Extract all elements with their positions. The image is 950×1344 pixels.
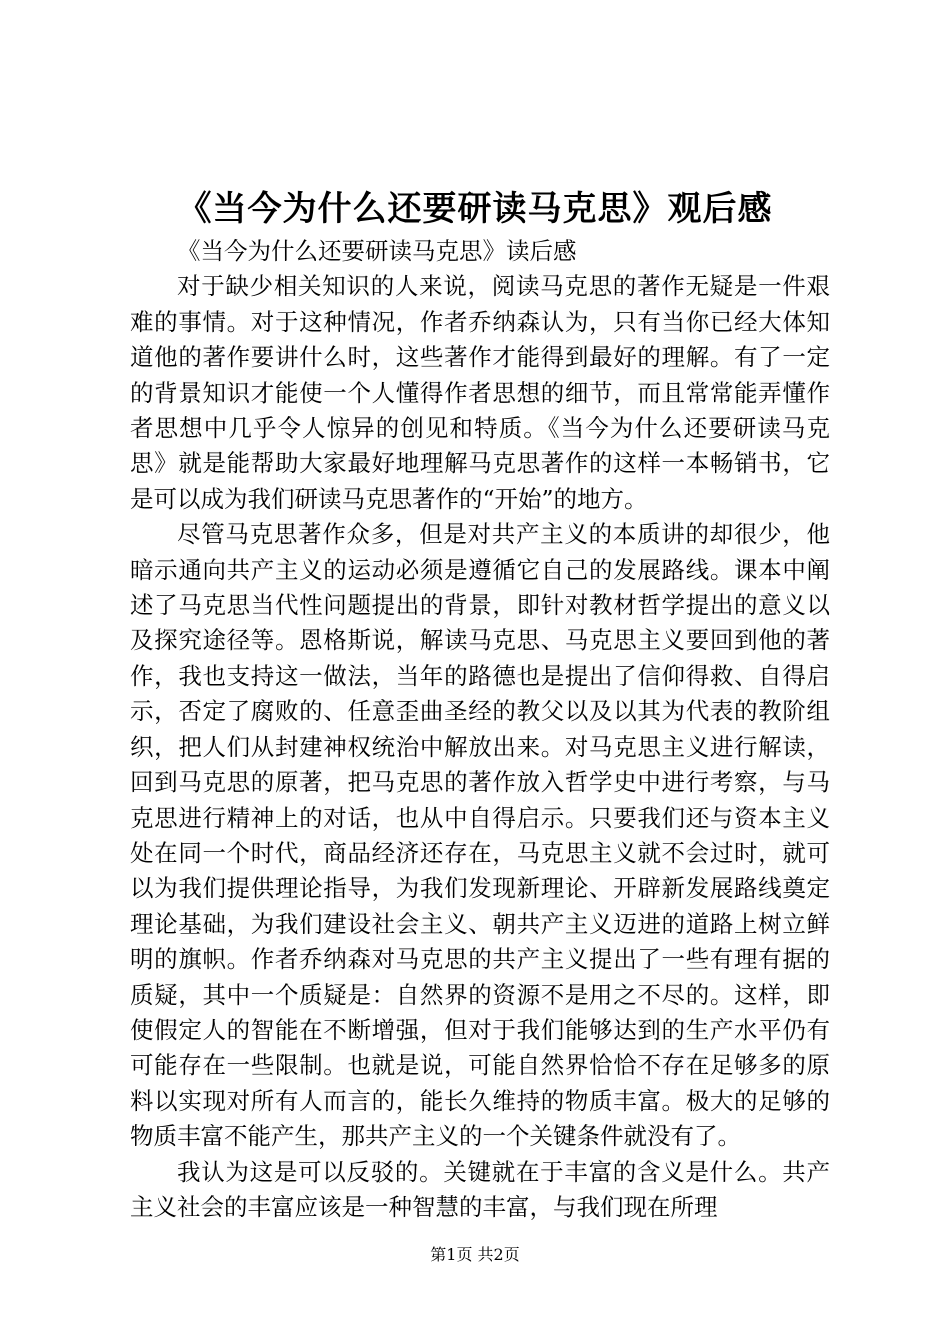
document-body: [130, 234, 830, 1225]
page-number-footer: 第1页 共2页: [430, 1245, 520, 1264]
paragraph-3: 我认为这是可以反驳的。关键就在于丰富的含义是什么。共产主义社会的丰富应该是一种智慧的丰富，与我们现在所理: [130, 1157, 830, 1221]
paragraph-2: 尽管马克思著作众多，但是对共产主义的本质讲的却很少，他暗示通向共产主义的运动必须是遵循它自己的发展路线。课本中阐述了马克思当代性问题提出的背景，即针对教材哲学提出的意义以及探究途径等。恩格斯说，解读马克思、马克思主义要回到他的著作，我也支持这一做法，当年的路德也是提出了信仰得救、自得启示，否定了腐败的、任意歪曲圣经的教父以及以其为代表的教阶组织，把人们从封建神权统治中解放出来。对马克思主义进行解读，回到马克思的原著，把马克思的著作放入哲学史中进行考察，与马克思进行精神上的对话，也从中自得启示。只要我们还与资本主义处在同一个时代，商品经济还存在，马克思主义就不会过时，就可以为我们提供理论指导，为我们发现新理论、开辟新发展路线奠定理论基础，为我们建设社会主义、朝共产主义迈进的道路上树立鲜明的旗帜。作者乔纳森对马克思的共产主义提出了一些有理有据的质疑，其中一个质疑是：自然界的资源不是用之不尽的。这样，即使假定人的智能在不断增强，但对于我们能够达到的生产水平仍有可能存在一些限制。也就是说，可能自然界恰恰不存在足够多的原料以实现对所有人而言的，能长久维持的物质丰富。极大的足够的物质丰富不能产生，那共产主义的一个关键条件就没有了。: [130, 520, 830, 1151]
document-subtitle: 《当今为什么还要研读马克思》读后感: [177, 237, 577, 265]
document-title: 《当今为什么还要研读马克思》观后感: [177, 189, 773, 229]
paragraph-1: 对于缺少相关知识的人来说，阅读马克思的著作无疑是一件艰难的事情。对于这种情况，作者乔纳森认为，只有当你已经大体知道他的著作要讲什么时，这些著作才能得到最好的理解。有了一定的背景知识才能使一个人懂得作者思想的细节，而且常常能弄懂作者思想中几乎令人惊异的创见和特质。《当今为什么还要研读马克思》就是能帮助大家最好地理解马克思著作的这样一本畅销书，它是可以成为我们研读马克思著作的“开始”的地方。: [130, 272, 830, 513]
